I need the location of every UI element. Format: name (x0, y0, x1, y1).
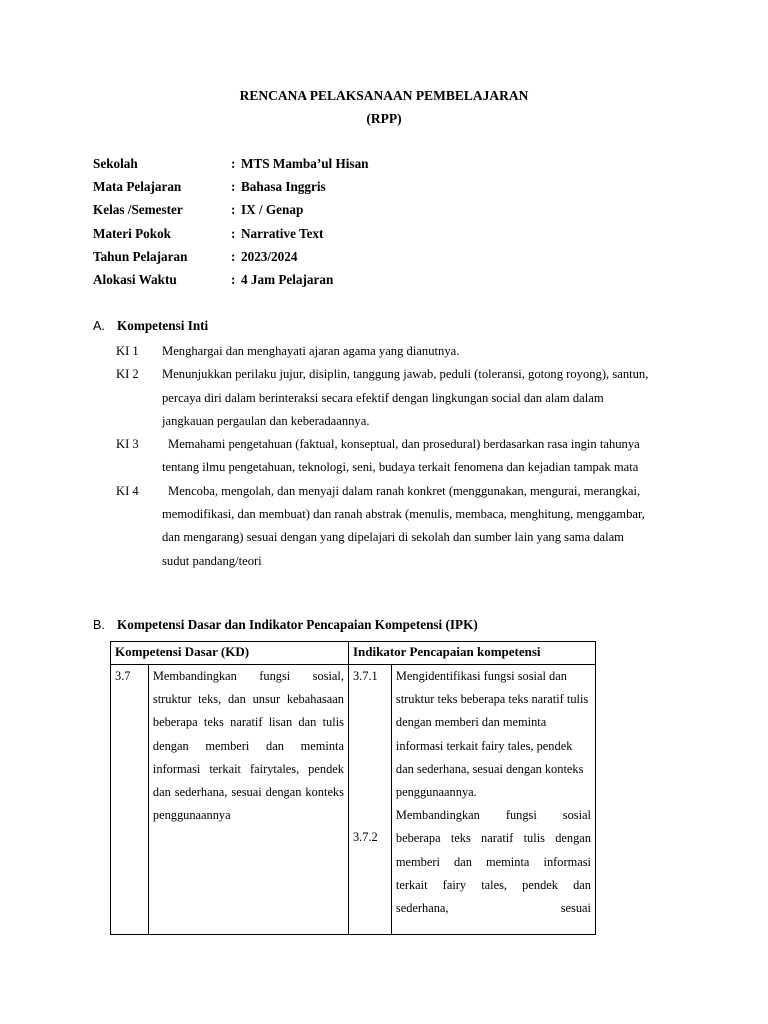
list-item (116, 363, 656, 433)
ipk-text-cell (391, 665, 595, 935)
item-code: KI 1 (116, 344, 139, 358)
table-header-row (111, 642, 596, 665)
item-text: Memahami pengetahuan (faktual, konseptual, dan prosedural) berdasarkan rasa ingin tahunya tentang ilmu pengetahuan, teknologi, seni, budaya terkait fenomena dan kejadian tampak mata (162, 437, 640, 475)
section-b-heading (93, 617, 478, 633)
document-title: RENCANA PELAKSANAAN PEMBELAJARAN (239, 88, 529, 103)
spacer (353, 688, 387, 826)
list-item (116, 340, 656, 363)
identity-row-class (93, 202, 369, 225)
identity-label: Sekolah (93, 156, 138, 171)
identity-label: Tahun Pelajaran (93, 248, 188, 264)
document-subtitle: (RPP) (366, 111, 402, 126)
ipk-number: 3.7.2 (352, 830, 378, 845)
identity-row-school (93, 156, 369, 179)
identity-colon: : (231, 179, 236, 195)
identity-value: 2023/2024 (241, 248, 298, 264)
section-title: Kompetensi Inti (117, 318, 209, 333)
identity-value: Narrative Text (241, 225, 324, 241)
item-text: Menghargai dan menghayati ajaran agama yang dianutnya. (162, 344, 460, 358)
identity-value: Bahasa Inggris (241, 179, 326, 195)
column-header-kd: Kompetensi Dasar (KD) (111, 642, 349, 665)
identity-row-time (93, 272, 369, 295)
item-code: KI 2 (116, 367, 139, 382)
core-competency-list (116, 340, 656, 573)
kd-text: Membandingkan fungsi sosial, struktur teks, dan unsur kebahasaan beberapa teks naratif lisan dan tulis dengan memberi dan meminta informasi terkait fairytales, pendek dan sederhana, sesuai dengan konteks penggunaannya (148, 665, 348, 935)
identity-value: IX / Genap (241, 202, 304, 218)
identity-colon: : (231, 202, 236, 218)
section-a-heading (93, 318, 208, 334)
ipk-number-cell (348, 665, 391, 935)
section-letter: B. (93, 618, 105, 632)
section-title: Kompetensi Dasar dan Indikator Pencapaian Kompetensi (IPK) (117, 617, 478, 632)
ipk-text: Mengidentifikasi fungsi sosial dan struktur teks beberapa teks naratif tulis dengan memberi dan meminta informasi terkait fairy tales, pendek dan sederhana, sesuai dengan konteks penggunaannya. (395, 669, 589, 800)
identity-colon: : (231, 225, 236, 241)
section-letter: A. (93, 319, 105, 333)
item-code: KI 4 (116, 483, 139, 498)
identity-label: Kelas /Semester (93, 202, 183, 218)
kd-number: 3.7 (111, 665, 149, 935)
identity-colon: : (231, 271, 236, 287)
identity-block (93, 156, 369, 295)
identity-label: Materi Pokok (93, 225, 172, 241)
identity-label: Mata Pelajaran (93, 179, 182, 195)
table-row (111, 665, 596, 935)
identity-colon: : (231, 248, 236, 264)
identity-row-topic (93, 226, 369, 249)
item-text: Menunjukkan perilaku jujur, disiplin, tanggung jawab, peduli (toleransi, gotong royong), santun, percaya diri dalam berinteraksi secara efektif dengan lingkungan social dan alam dalam jangkauan pergaulan dan keberadaannya. (162, 367, 649, 428)
item-code: KI 3 (116, 437, 139, 452)
ipk-text: Membandingkan fungsi sosial beberapa teks naratif tulis dengan memberi dan meminta informasi terkait fairy tales, pendek dan sederhana, sesuai (395, 808, 591, 916)
identity-label: Alokasi Waktu (93, 271, 177, 287)
item-text: Mencoba, mengolah, dan menyaji dalam ranah konkret (menggunakan, mengurai, merangkai, memodifikasi, dan membuat) dan ranah abstrak (menulis, membaca, menghitung, menggambar, dan mengarang) sesuai dengan yang dipelajari di sekolah dan sumber lain yang sama dalam sudut pandang/teori (162, 483, 645, 568)
list-item (116, 480, 656, 573)
identity-row-year (93, 249, 369, 272)
column-header-ipk: Indikator Pencapaian kompetensi (348, 642, 595, 665)
identity-value: 4 Jam Pelajaran (241, 271, 334, 287)
ipk-number: 3.7.1 (352, 669, 378, 683)
identity-colon: : (231, 156, 236, 171)
identity-row-subject (93, 179, 369, 202)
competency-table (110, 641, 596, 935)
identity-value: MTS Mamba’ul Hisan (241, 156, 369, 171)
list-item (116, 433, 656, 480)
